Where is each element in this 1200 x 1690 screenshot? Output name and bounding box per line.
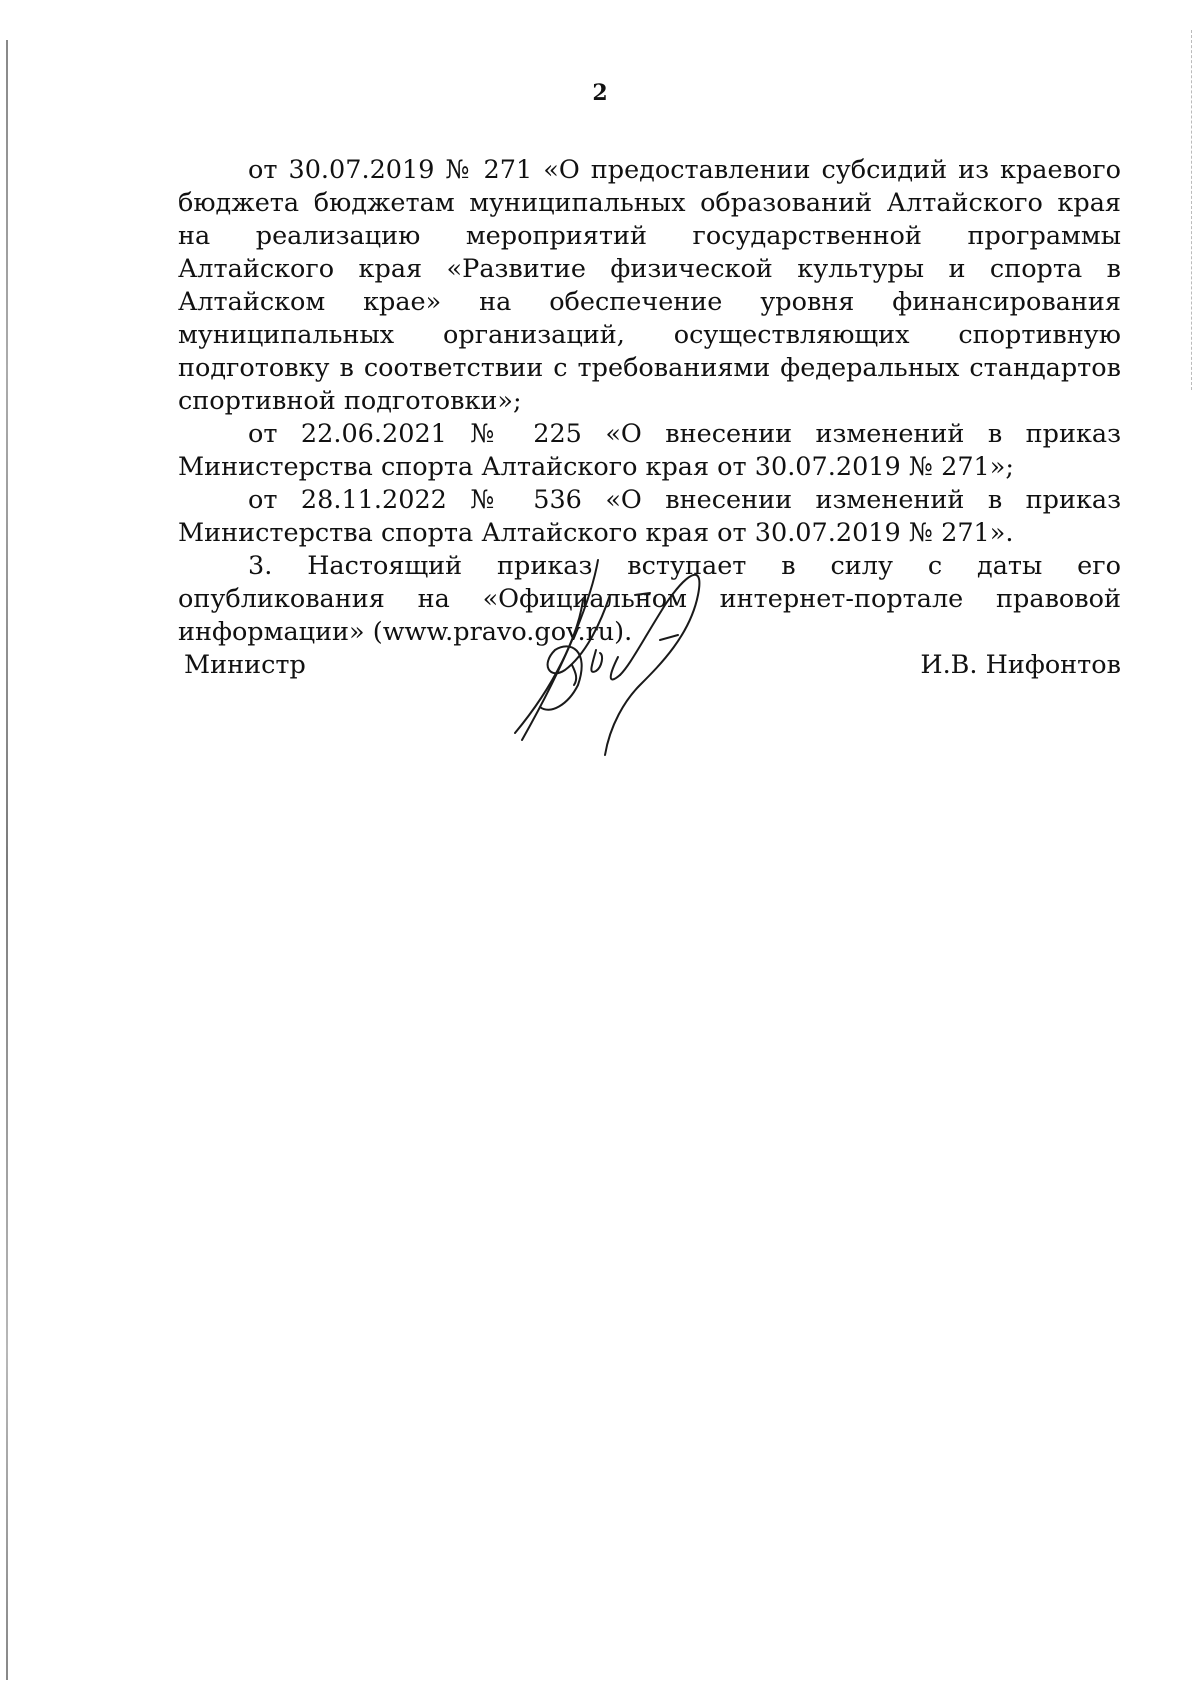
scan-edge-left: [6, 40, 8, 1680]
paragraph-effective-date: 3. Настоящий приказ вступает в силу с даты его опубликования на «Официальном интернет-портале правовой информации» (www.pravo.gov.ru).: [178, 551, 1121, 647]
signatory-name: И.В. Нифонтов: [920, 650, 1121, 680]
signatory-title: Министр: [184, 650, 306, 680]
paragraph-order-271: от 30.07.2019 № 271 «О предоставлении субсидий из краевого бюджета бюджетам муниципальных образований Алтайского края на реализацию мероприятий государственной программы Алтайского края «Развитие физической культуры и спорта в Алтайском крае» на обеспечение уровня финансирования муниципальных организаций, осуществляющих спортивную подготовку в соответствии с требованиями федеральных стандартов спортивной подготовки»;: [178, 155, 1121, 416]
page-number: 2: [592, 80, 608, 106]
paragraph-order-536: от 28.11.2022 № 536 «О внесении изменений в приказ Министерства спорта Алтайского края от 30.07.2019 № 271».: [178, 485, 1121, 548]
handwritten-signature: [500, 555, 760, 775]
paragraph-order-225: от 22.06.2021 № 225 «О внесении изменений в приказ Министерства спорта Алтайского края от 30.07.2019 № 271»;: [178, 419, 1121, 482]
